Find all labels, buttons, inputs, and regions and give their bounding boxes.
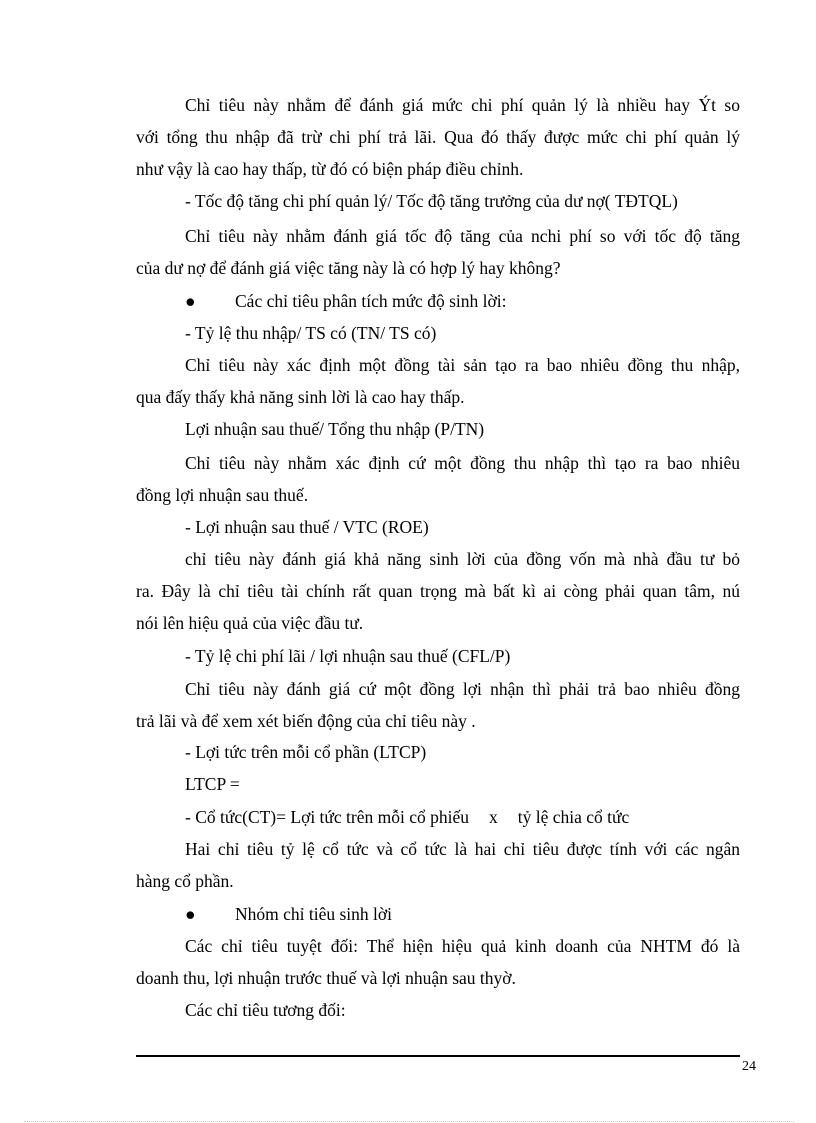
subheading-line: - Lợi tức trên mỗi cổ phần (LTCP) [185, 742, 427, 762]
bullet-heading: Nhóm chỉ tiêu sinh lời [235, 904, 393, 924]
paragraph-line: trả lãi và để xem xét biến động của chỉ tiêu này . [136, 711, 476, 731]
paragraph-line: hàng cổ phần. [136, 871, 234, 891]
subheading-line: - Tỷ lệ thu nhập/ TS có (TN/ TS có) [185, 323, 437, 343]
paragraph-line: chỉ tiêu này đánh giá khả năng sinh lời của đồng vốn mà nhà đầu tư bỏ [185, 549, 740, 569]
subheading-line: - Tỷ lệ chi phí lãi / lợi nhuận sau thuế (CFL/P) [185, 646, 511, 666]
paragraph-line: ra. Đây là chỉ tiêu tài chính rất quan trọng mà bất kì ai còng phải quan tâm, nú [136, 581, 740, 601]
paragraph-line: Chỉ tiêu này nhằm đánh giá tốc độ tăng của nchi phí so với tốc độ tăng [185, 226, 740, 246]
subheading-line: - Lợi nhuận sau thuế / VTC (ROE) [185, 517, 429, 537]
bullet-icon: ● [185, 291, 196, 311]
footer-rule [136, 1055, 740, 1057]
paragraph-line: Chỉ tiêu này nhằm xác định cứ một đồng thu nhập thì tạo ra bao nhiêu [185, 453, 740, 473]
paragraph-line: Chỉ tiêu này xác định một đồng tài sản tạo ra bao nhiêu đồng thu nhập, [185, 355, 740, 375]
formula-right: tỷ lệ chia cổ tức [517, 807, 630, 827]
paragraph-line: Hai chỉ tiêu tỷ lệ cổ tức và cổ tức là hai chỉ tiêu được tính với các ngân [185, 839, 740, 859]
paragraph-line: Các chỉ tiêu tương đối: [185, 1000, 346, 1020]
page-number: 24 [742, 1059, 756, 1074]
formula-left: - Cổ tức(CT)= Lợi tức trên mỗi cổ phiếu [185, 807, 469, 827]
paragraph-line: Các chỉ tiêu tuyệt đối: Thể hiện hiệu quả kinh doanh của NHTM đó là [185, 936, 740, 956]
multiply-sign: x [489, 807, 498, 827]
bullet-icon: ● [185, 904, 196, 924]
formula-line: LTCP = [185, 774, 240, 794]
paragraph-line: của dư nợ để đánh giá việc tăng này là có hợp lý hay không? [136, 258, 561, 278]
paragraph-line: Chỉ tiêu này đánh giá cứ một đồng lợi nhận thì phải trả bao nhiêu đồng [185, 679, 740, 699]
paragraph-line: như vậy là cao hay thấp, từ đó có biện pháp điều chỉnh. [136, 159, 524, 179]
paragraph-line: nói lên hiệu quả của việc đầu tư. [136, 613, 364, 633]
bullet-heading: Các chỉ tiêu phân tích mức độ sinh lời: [235, 291, 507, 311]
subheading-line: - Tốc độ tăng chi phí quản lý/ Tốc độ tăng trưởng của dư nợ( TĐTQL) [185, 191, 678, 211]
formula-line [185, 801, 740, 833]
subheading-line: Lợi nhuận sau thuế/ Tổng thu nhập (P/TN) [185, 419, 485, 439]
paragraph-line: Chỉ tiêu này nhằm để đánh giá mức chi phí quản lý là nhiều hay Ýt so [185, 95, 740, 115]
paragraph-line: đồng lợi nhuận sau thuế. [136, 485, 309, 505]
paragraph-line: với tổng thu nhập đã trừ chi phí trả lãi. Qua đó thấy được mức chi phí quản lý [136, 127, 740, 147]
page-edge-divider [24, 1121, 794, 1122]
paragraph-line: doanh thu, lợi nhuận trước thuế và lợi nhuận sau thyờ. [136, 968, 516, 988]
paragraph-line: qua đấy thấy khả năng sinh lời là cao hay thấp. [136, 387, 465, 407]
